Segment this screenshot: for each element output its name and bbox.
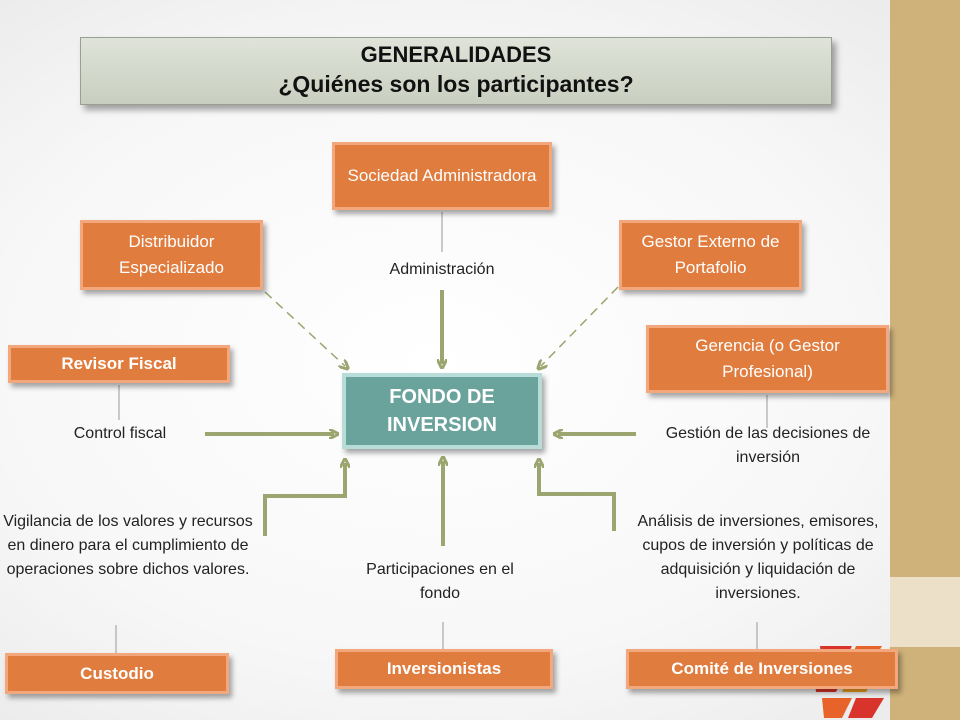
box-gerencia: Gerencia (o Gestor Profesional): [646, 325, 889, 393]
box-sociedad-administradora: Sociedad Administradora: [332, 142, 552, 210]
label-control-fiscal: Control fiscal: [73, 425, 167, 442]
label-analisis: Análisis de inversiones, emisores, cupos de inversión y políticas de adquisición y liquidación de inversiones.: [637, 513, 879, 602]
label-administracion: Administración: [389, 261, 495, 278]
arrow-vigilancia: [265, 463, 345, 536]
box-distribuidor-especializado: Distribuidor Especializado: [80, 220, 263, 290]
label-vigilancia: Vigilancia de los valores y recursos en dinero para el cumplimiento de operaciones sobre dichos valores.: [3, 513, 253, 578]
arrow-analisis: [539, 463, 614, 531]
box-revisor-fiscal: Revisor Fiscal: [8, 345, 230, 383]
box-inversionistas: Inversionistas: [335, 649, 553, 689]
box-gestor-externo: Gestor Externo de Portafolio: [619, 220, 802, 290]
box-fondo-de-inversion: FONDO DE INVERSION: [342, 373, 542, 449]
box-custodio: Custodio: [5, 653, 229, 694]
box-comite-inversiones: Comité de Inversiones: [626, 649, 898, 689]
label-participaciones: Participaciones en el fondo: [366, 561, 514, 602]
title-line-1: GENERALIDADES: [360, 42, 552, 67]
dashed-arrow-distribuidor: [265, 292, 345, 366]
dashed-arrow-gestor: [541, 287, 618, 366]
title-line-2: ¿Quiénes son los participantes?: [278, 71, 634, 97]
label-gestion: Gestión de las decisiones de inversión: [665, 425, 871, 466]
